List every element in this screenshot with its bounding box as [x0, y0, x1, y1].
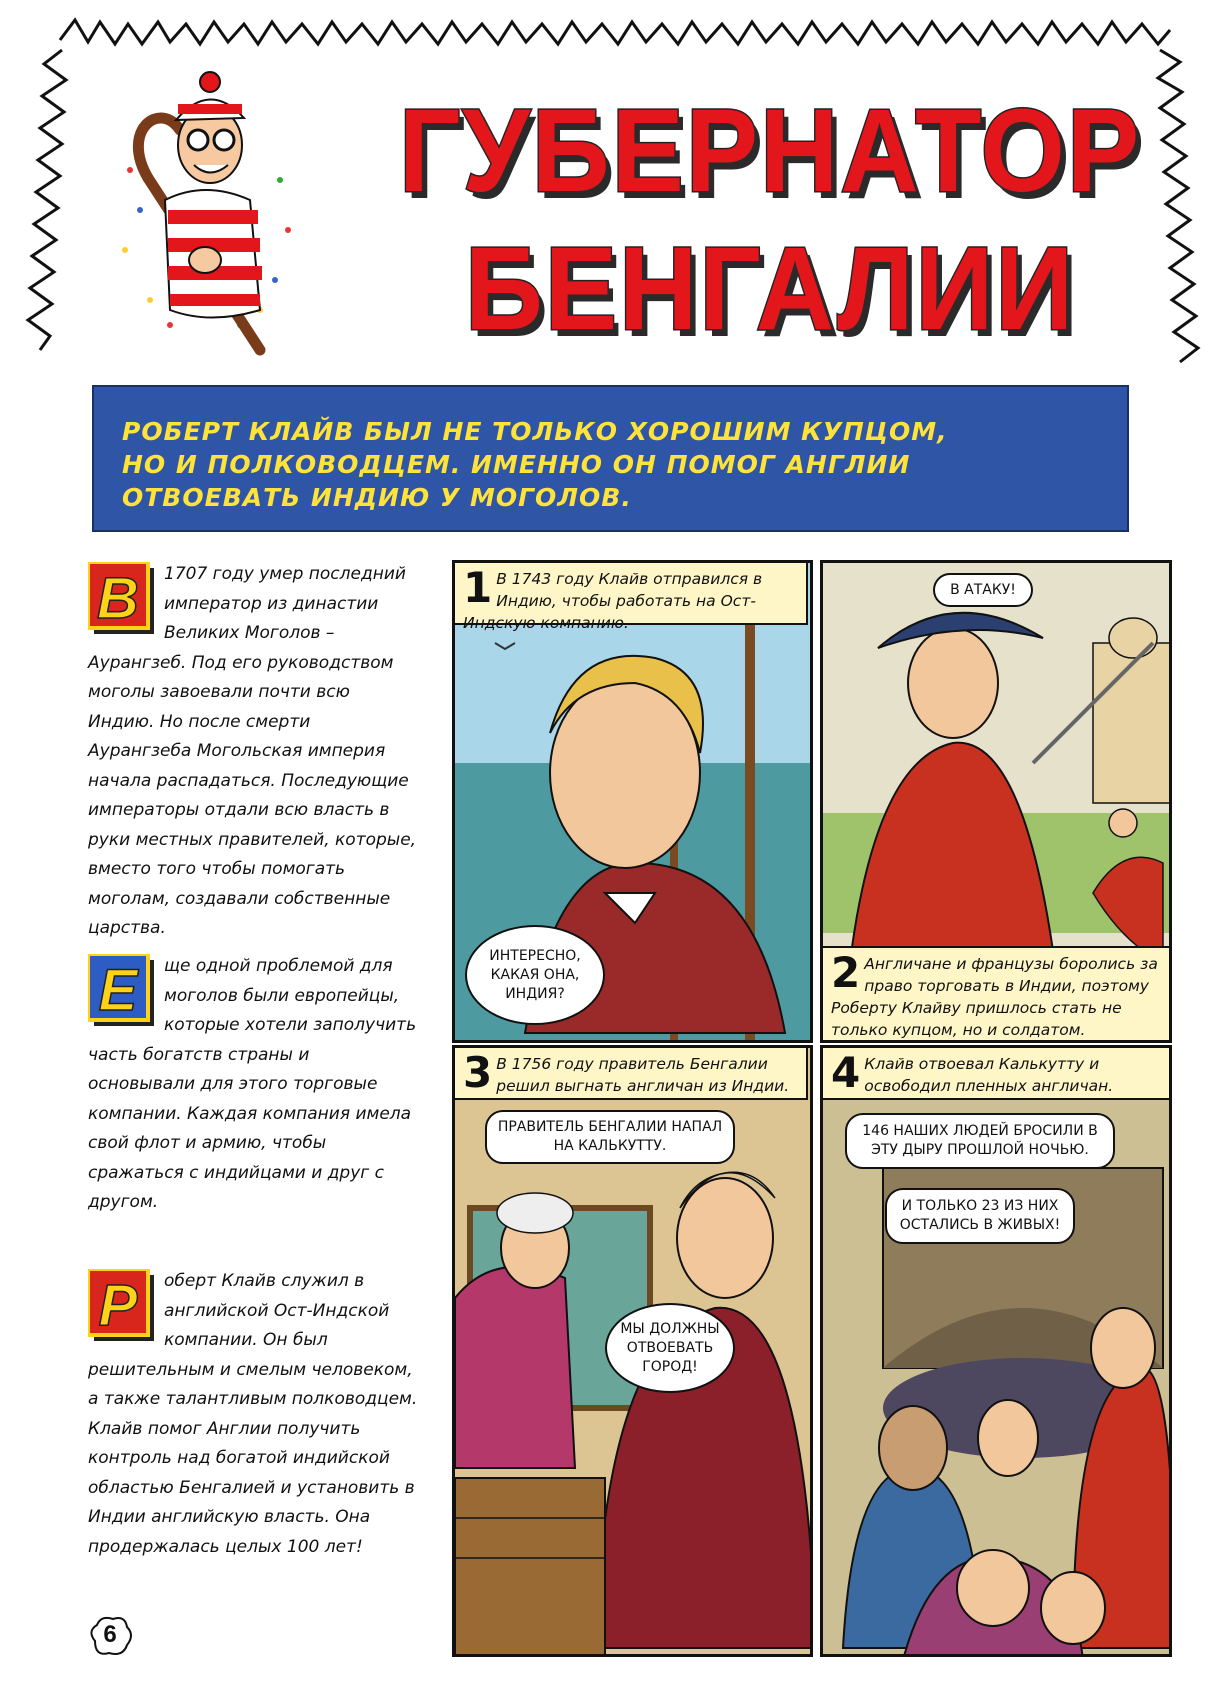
intro-line-1: РОБЕРТ КЛАЙВ БЫЛ НЕ ТОЛЬКО ХОРОШИМ КУПЦОМ, — [122, 417, 948, 446]
waldo-character-illustration — [110, 60, 300, 360]
panel-3-caption-text: В 1756 году правитель Бенгалии решил выгнать англичан из Индии. — [496, 1055, 790, 1095]
panel-3-number: 3 — [463, 1048, 493, 1097]
panel-2-caption — [821, 946, 1172, 1043]
page-number: 6 — [103, 1621, 117, 1648]
drop-cap-1 — [88, 562, 156, 636]
panel-3-speech-bubble-1 — [485, 1110, 735, 1164]
article-paragraph-2 — [88, 952, 418, 1218]
panel-4-caption-text: Клайв отвоевал Калькутту и освободил пленных англичан. — [864, 1055, 1114, 1095]
panel-4-number: 4 — [831, 1048, 861, 1097]
panel-4-caption — [821, 1046, 1172, 1100]
article-paragraph-1 — [88, 560, 418, 944]
intro-line-2: НО И ПОЛКОВОДЦЕМ. ИМЕННО ОН ПОМОГ АНГЛИИ — [122, 450, 911, 479]
comic-panel-3 — [452, 1045, 813, 1657]
panel-2-number: 2 — [831, 948, 861, 997]
page-number-badge — [85, 1613, 135, 1661]
panel-3-bubble-2-text: МЫ ДОЛЖНЫ ОТВОЕВАТЬ ГОРОД! — [620, 1320, 720, 1375]
intro-text — [122, 415, 1102, 514]
panel-1-caption — [453, 561, 808, 632]
drop-cap-3 — [88, 1269, 156, 1343]
panel-4-bubble-2-text: И ТОЛЬКО 23 ИЗ НИХ ОСТАЛИСЬ В ЖИВЫХ! — [899, 1198, 1061, 1233]
comic-panel-1 — [452, 560, 813, 1043]
drop-cap-letter-1: В — [97, 566, 139, 631]
intro-banner — [92, 385, 1129, 532]
article-text-2: ще одной проблемой для моголов были европейцы, которые хотели заполучить часть богатств страны и основывали для этого торговые компании. Каждая компания имела свой флот и армию, чтобы сражаться с индийцами и друг с другом. — [88, 956, 417, 1212]
page-title — [360, 82, 1180, 358]
panel-4-bubble-1-text: 146 НАШИХ ЛЮДЕЙ БРОСИЛИ В ЭТУ ДЫРУ ПРОШЛОЙ НОЧЬЮ. — [862, 1123, 1098, 1158]
title-line-2: БЕНГАЛИИ — [464, 223, 1076, 355]
panel-1-speech-bubble — [465, 925, 605, 1025]
panel-3-speech-bubble-2 — [605, 1303, 735, 1393]
panel-4-speech-bubble-1 — [845, 1113, 1115, 1169]
article-text-3: оберт Клайв служил в английской Ост-Индской компании. Он был решительным и смелым человеком, а также талантливым полководцем. Клайв помог Англии получить контроль над богатой индийской областью Бенгалией и установить в Индии английскую власть. Она продержалась целых 100 лет! — [88, 1271, 418, 1557]
panel-1-bubble-text: ИНТЕРЕСНО, КАКАЯ ОНА, ИНДИЯ? — [489, 947, 581, 1002]
comic-panel-2 — [820, 560, 1172, 1043]
comic-panel-4 — [820, 1045, 1172, 1657]
panel-3-bubble-1-text: ПРАВИТЕЛЬ БЕНГАЛИИ НАПАЛ НА КАЛЬКУТТУ. — [497, 1119, 723, 1154]
intro-line-3: ОТВОЕВАТЬ ИНДИЮ У МОГОЛОВ. — [122, 483, 632, 512]
drop-cap-letter-3: Р — [98, 1273, 138, 1338]
drop-cap-2 — [88, 954, 156, 1028]
drop-cap-letter-2: Е — [98, 958, 138, 1023]
article-text-1: 1707 году умер последний император из династии Великих Моголов – Аурангзеб. Под его руководством моголы завоевали почти всю Индию. Но после смерти Аурангзеба Могольская империя начала распадаться. Последующие императоры отдали всю власть в руки местных правителей, которые, вместо того чтобы помогать моголам, создавали собственные царства. — [88, 564, 417, 938]
panel-2-caption-text: Англичане и французы боролись за право торговать в Индии, поэтому Роберту Клайву пришлось стать не только купцом, но и солдатом. — [831, 955, 1158, 1039]
panel-2-bubble-text: В АТАКУ! — [950, 581, 1016, 598]
panel-3-caption — [453, 1046, 808, 1100]
panel-2-speech-bubble — [933, 573, 1033, 607]
title-line-1: ГУБЕРНАТОР — [398, 85, 1142, 217]
panel-1-number: 1 — [463, 563, 493, 612]
panel-1-caption-text: В 1743 году Клайв отправился в Индию, чтобы работать на Ост-Индскую компанию. — [463, 570, 763, 632]
article-paragraph-3 — [88, 1267, 418, 1562]
panel-4-speech-bubble-2 — [885, 1188, 1075, 1244]
